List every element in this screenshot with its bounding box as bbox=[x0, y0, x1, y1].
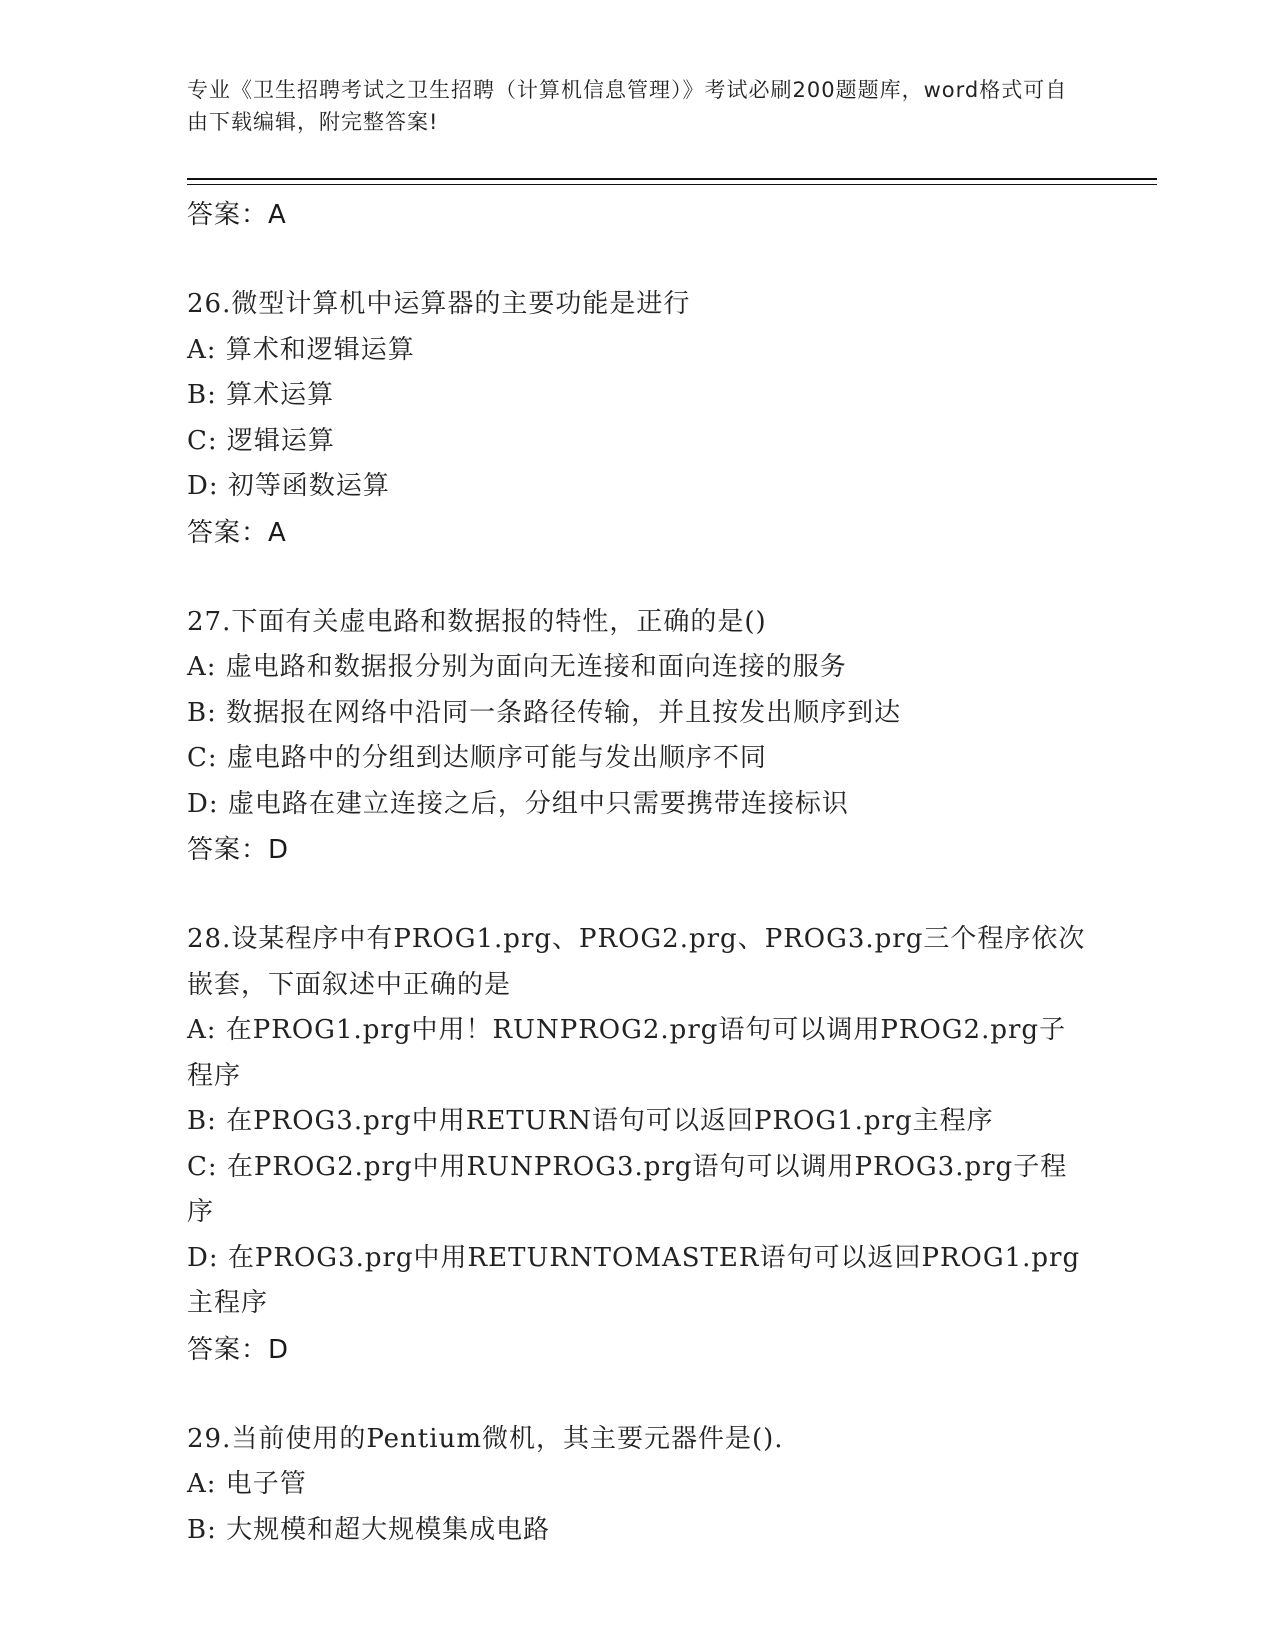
header-rule-thick bbox=[187, 178, 1157, 180]
answer: 答案：D bbox=[187, 835, 290, 865]
option-d: D: 虚电路在建立连接之后，分组中只需要携带连接标识 bbox=[187, 788, 849, 819]
option-a: A: 电子管 bbox=[187, 1469, 307, 1499]
option-b: B: 数据报在网络中沿同一条路径传输，并且按发出顺序到达 bbox=[187, 697, 902, 728]
option-c: C: 逻辑运算 bbox=[187, 425, 335, 456]
header-rule-thin bbox=[187, 184, 1157, 185]
question-text: 26.微型计算机中运算器的主要功能是进行 bbox=[187, 289, 691, 319]
question-27 bbox=[187, 600, 1087, 874]
answer: 答案：D bbox=[187, 1334, 290, 1365]
option-b: B: 算术运算 bbox=[187, 380, 335, 410]
option-d: D: 初等函数运算 bbox=[187, 471, 390, 501]
document-header: 专业《卫生招聘考试之卫生招聘（计算机信息管理）》考试必刷200题题库，word格式可自由下载编辑，附完整答案! bbox=[187, 78, 1068, 134]
previous-answer: 答案：A bbox=[187, 200, 287, 230]
question-text: 28.设某程序中有PROG1.prg、PROG2.prg、PROG3.prg三个程序依次嵌套，下面叙述中正确的是 bbox=[187, 924, 1086, 1000]
answer: 答案：A bbox=[187, 517, 287, 548]
option-c: C: 在PROG2.prg中用RUNPROG3.prg语句可以调用PROG3.prg子程序 bbox=[187, 1151, 1068, 1227]
option-b: B: 在PROG3.prg中用RETURN语句可以返回PROG1.prg主程序 bbox=[187, 1106, 994, 1136]
question-text: 29.当前使用的Pentium微机，其主要元器件是(). bbox=[187, 1423, 784, 1454]
option-c: C: 虚电路中的分组到达顺序可能与发出顺序不同 bbox=[187, 743, 767, 773]
question-list bbox=[187, 192, 1087, 1553]
option-a: A: 虚电路和数据报分别为面向无连接和面向连接的服务 bbox=[187, 652, 847, 682]
option-d: D: 在PROG3.prg中用RETURNTOMASTER语句可以返回PROG1.prg主程序 bbox=[187, 1242, 1081, 1318]
question-28 bbox=[187, 917, 1087, 1373]
question-29 bbox=[187, 1417, 1087, 1554]
option-a: A: 在PROG1.prg中用！RUNPROG2.prg语句可以调用PROG2.prg子程序 bbox=[187, 1015, 1067, 1091]
option-b: B: 大规模和超大规模集成电路 bbox=[187, 1514, 551, 1545]
question-26 bbox=[187, 282, 1087, 556]
option-a: A: 算术和逻辑运算 bbox=[187, 334, 415, 365]
question-text: 27.下面有关虚电路和数据报的特性，正确的是() bbox=[187, 606, 767, 637]
